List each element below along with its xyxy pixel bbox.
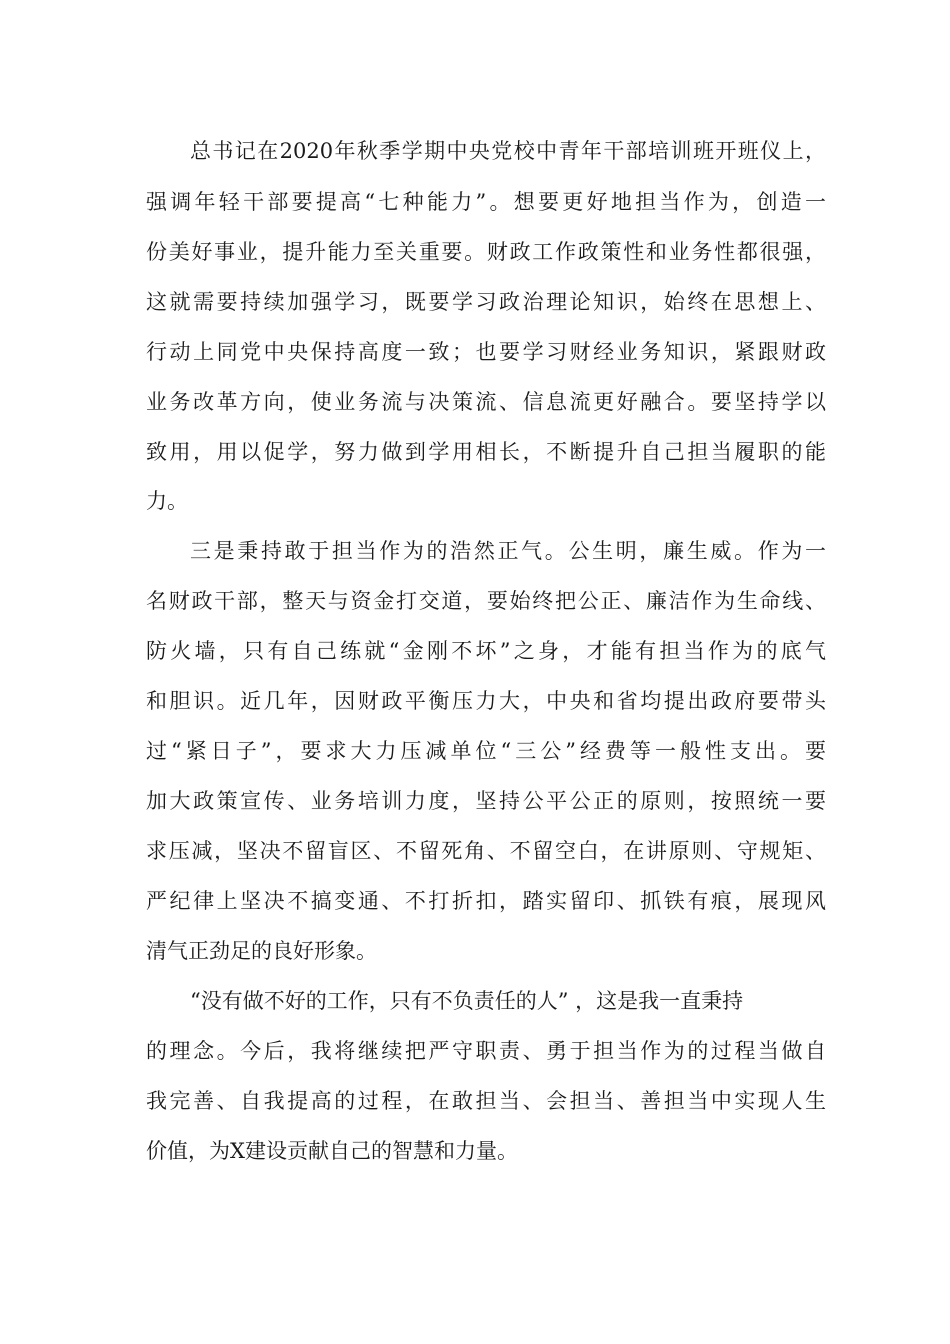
paragraph-3-line-4: 价值，为X建设贡献自己的智慧和力量。 [146,1139,518,1163]
paragraph-2-line-8: 严纪律上坚决不搞变通、不打折扣，踏实留印、抓铁有痕，展现风 [146,889,826,913]
paragraph-2-line-1: 三是秉持敢于担当作为的浩然正气。公生明，廉生威。作为一 [190,539,826,563]
paragraph-2-line-3: 防火墙，只有自己练就“金刚不坏”之身，才能有担当作为的底气 [146,639,826,663]
paragraph-1-line-4: 这就需要持续加强学习，既要学习政治理论知识，始终在思想上、 [146,290,826,314]
paragraph-2-line-5: 过“紧日子”，要求大力压减单位“三公”经费等一般性支出。要 [146,739,826,763]
paragraph-2-line-2: 名财政干部，整天与资金打交道，要始终把公正、廉洁作为生命线、 [146,589,826,613]
paragraph-2-line-6: 加大政策宣传、业务培训力度，坚持公平公正的原则，按照统一要 [146,789,826,813]
paragraph-2-line-7: 求压减，坚决不留盲区、不留死角、不留空白，在讲原则、守规矩、 [146,839,826,863]
paragraph-1-line-7: 致用，用以促学，努力做到学用相长，不断提升自己担当履职的能 [146,440,826,464]
paragraph-1-line-6: 业务改革方向，使业务流与决策流、信息流更好融合。要坚持学以 [146,390,826,414]
paragraph-2-line-4: 和胆识。近几年，因财政平衡压力大，中央和省均提出政府要带头 [146,689,826,713]
paragraph-1-line-5: 行动上同党中央保持高度一致；也要学习财经业务知识，紧跟财政 [146,340,826,364]
paragraph-3-line-2: 的理念。今后，我将继续把严守职责、勇于担当作为的过程当做自 [146,1039,826,1063]
paragraph-1-line-3: 份美好事业，提升能力至关重要。财政工作政策性和业务性都很强， [146,240,826,264]
paragraph-3-line-1: “没有做不好的工作，只有不负责任的人” ，这是我一直秉持 [190,989,744,1013]
paragraph-1-line-1: 总书记在2020年秋季学期中央党校中青年干部培训班开班仪上， [190,139,826,163]
paragraph-3-line-3: 我完善、自我提高的过程，在敢担当、会担当、善担当中实现人生 [146,1089,826,1113]
paragraph-1-line-2: 强调年轻干部要提高“七种能力”。想要更好地担当作为，创造一 [146,190,826,214]
paragraph-1-line-8: 力。 [146,489,188,513]
paragraph-2-line-9: 清气正劲足的良好形象。 [146,939,377,963]
